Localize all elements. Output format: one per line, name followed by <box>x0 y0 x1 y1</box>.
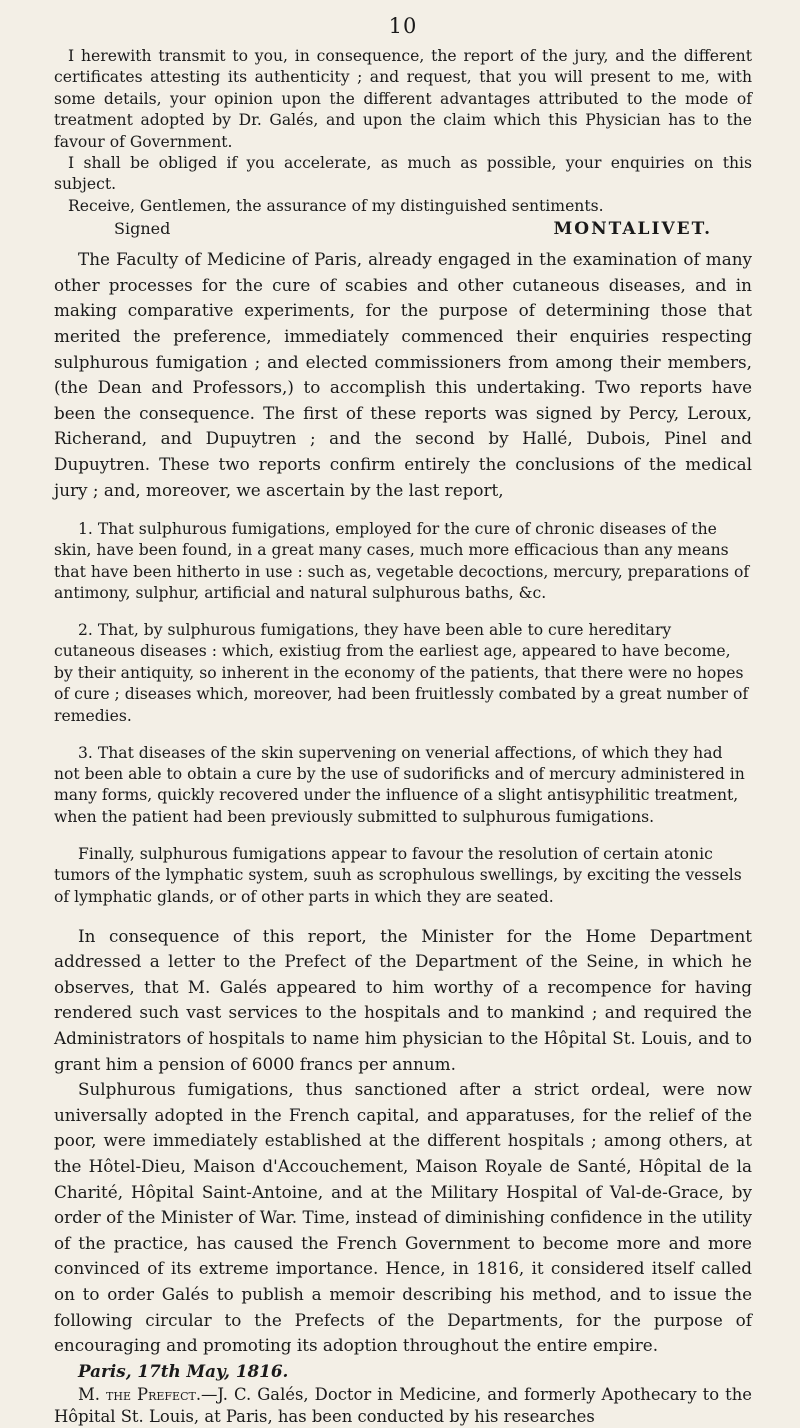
signature-label: Signed <box>114 219 171 239</box>
finding-item: 2. That, by sulphurous fumigations, they have been able to cure hereditary cutaneous diseases : which, existiug from the earliest age, appeared to have become, by their antiquity, so inherent in the economy of the patients, that there were no hopes of cure ; diseases which, moreover, had been fruitlessly combated by a great number of remedies. <box>54 621 749 725</box>
page-number: 10 <box>388 14 418 38</box>
finding-item: Finally, sulphurous fumigations appear to favour the resolution of certain atonic tumors of the lymphatic system, suuh as scrophulous swellings, by exciting the vessels of lymphatic glands, or of other parts in which they are seated. <box>54 844 742 906</box>
signature-name: MONTALIVET. <box>553 219 712 240</box>
prefect-text: —J. C. Galés, Doctor in Medicine, and formerly Apothecary to the Hôpital St. Louis, at Paris, has been conducted by his researches <box>54 1385 752 1427</box>
finding-item: 1. That sulphurous fumigations, employed for the cure of chronic diseases of the skin, have been found, in a great many cases, much more efficacious than any means that have been hitherto in use : such as, vegetable decoctions, mercury, preparations of antimony, sulphur, artificial and natural sulphurous baths, &c. <box>54 519 750 602</box>
letter-paragraph: I shall be obliged if you accelerate, as much as possible, your enquiries on this subject. <box>54 154 752 194</box>
dateline: Paris, 17th May, 1816. <box>78 1360 289 1381</box>
prefect-salutation: M. the Prefect. <box>78 1385 202 1405</box>
report-body-continued <box>54 924 752 1385</box>
letter-paragraph: Receive, Gentlemen, the assurance of my distinguished sentiments. <box>68 196 604 215</box>
report-body <box>54 247 752 503</box>
letter-section <box>54 46 752 217</box>
findings-list <box>54 519 752 908</box>
body-paragraph: In consequence of this report, the Minister for the Home Department addressed a letter to the Prefect of the Department of the Seine, in which he observes, that M. Galés appeared to him worthy of a recompence for having rendered such vast services to the hospitals and to mankind ; and required the Administrators of hospitals to name him physician to the Hôpital St. Louis, and to grant him a pension of 6000 francs per annum. <box>54 925 752 1074</box>
signature-line <box>54 217 752 241</box>
letter-paragraph: I herewith transmit to you, in consequence, the report of the jury, and the different certificates attesting its authenticity ; and request, that you will present to me, with some details, your opinion upon the different advantages attributed to the mode of treatment adopted by Dr. Galés, and upon the claim which this Physician has to the favour of Government. <box>54 47 752 151</box>
body-paragraph: Sulphurous fumigations, thus sanctioned after a strict ordeal, were now universally adopted in the French capital, and apparatuses, for the relief of the poor, were immediately established at the different hospitals ; among others, at the Hôtel-Dieu, Maison d'Accouchement, Maison Royale de Santé, Hôpital de la Charité, Hôpital Saint-Antoine, and at the Military Hospital of Val-de-Grace, by order of the Minister of War. Time, instead of diminishing confidence in the utility of the practice, has caused the French Government to become more and more convinced of its extreme importance. Hence, in 1816, it considered itself called on to order Galés to publish a memoir describing his method, and to issue the following circular to the Prefects of the Departments, for the purpose of encouraging and promoting its adoption throughout the entire empire. <box>54 1079 752 1356</box>
prefect-paragraph <box>54 1384 752 1428</box>
body-intro-paragraph: The Faculty of Medicine of Paris, already engaged in the examination of many other processes for the cure of scabies and other cutaneous diseases, and in making comparative experiments, for the purpose of determining those that merited the preference, immediately commenced their enquiries respecting sulphurous fumigation ; and elected commissioners from among their members, (the Dean and Professors,) to accomplish this undertaking. Two reports have been the consequence. The first of these reports was signed by Percy, Leroux, Richerand, and Dupuytren ; and the second by Hallé, Dubois, Pinel and Dupuytren. These two reports confirm entirely the conclusions of the medical jury ; and, moreover, we ascertain by the last report, <box>54 249 752 500</box>
finding-item: 3. That diseases of the skin supervening on venerial affections, of which they had not been able to obtain a cure by the use of sudorificks and of mercury administered in many forms, quickly recovered under the influence of a slight antisyphilitic treatment, when the patient had been previously submitted to sulphurous fumigations. <box>54 743 745 826</box>
